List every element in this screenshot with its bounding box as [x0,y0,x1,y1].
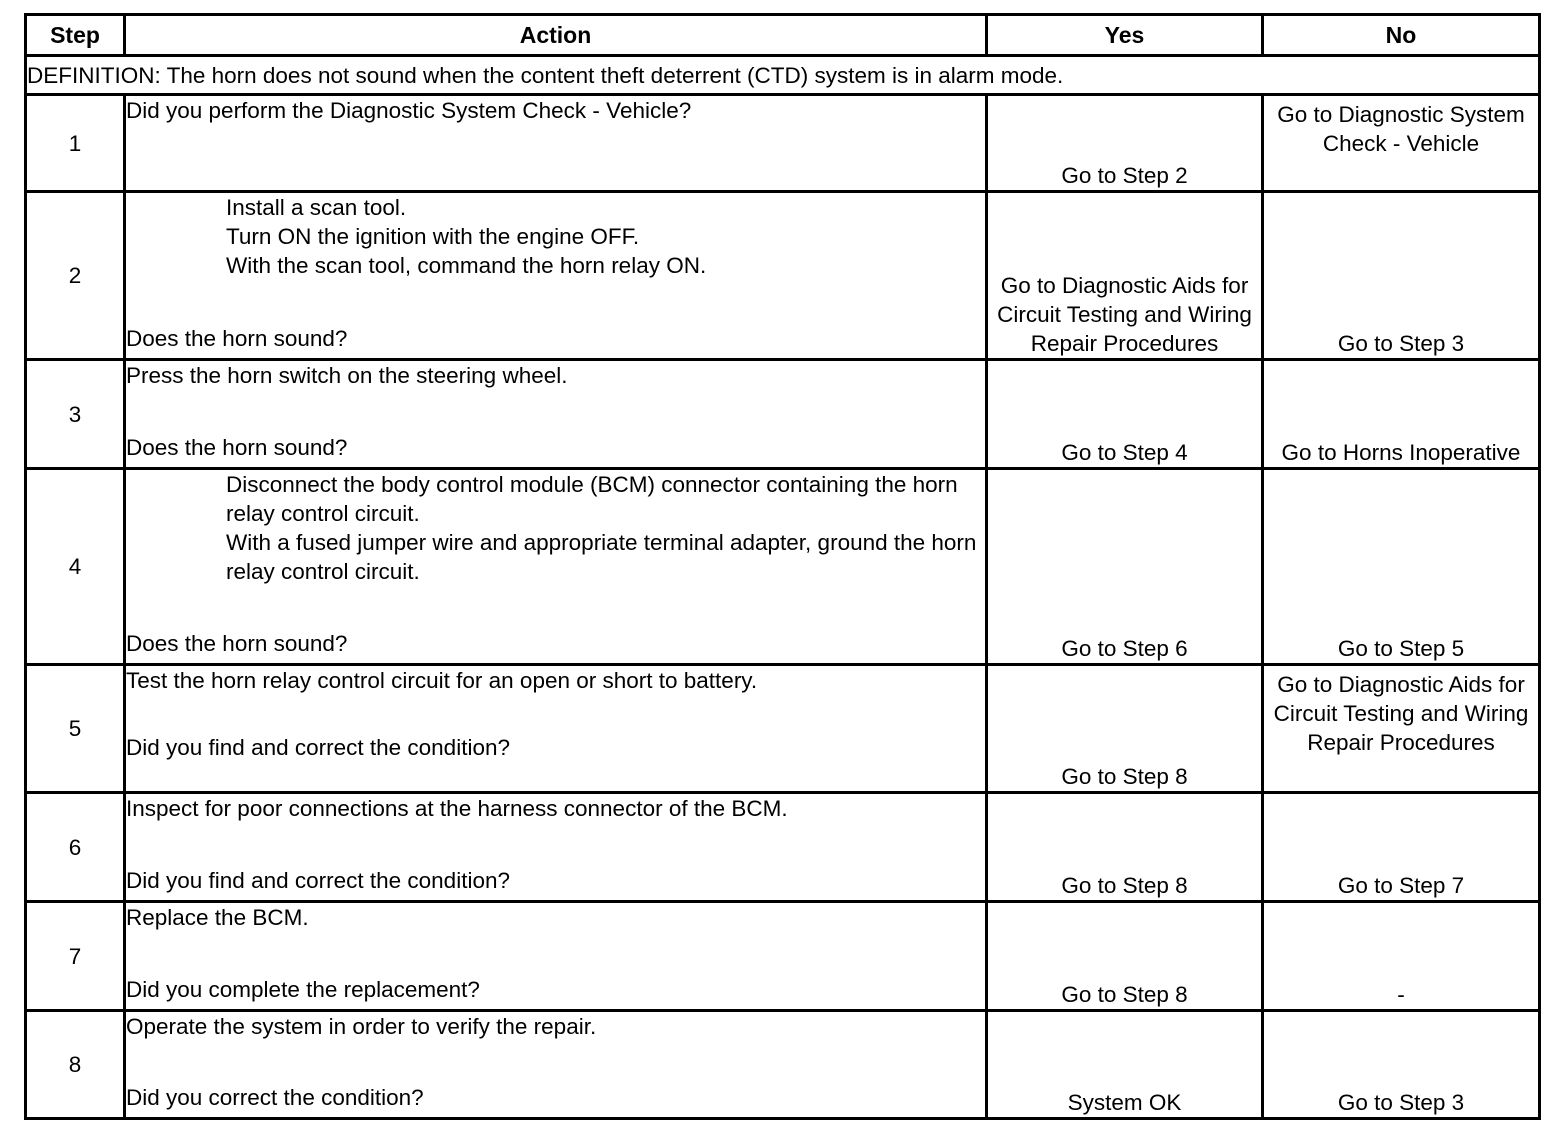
step-number: 4 [26,469,125,665]
yes-result: Go to Step 8 [987,902,1263,1011]
action-instructions [126,470,985,586]
step-number: 1 [26,95,125,192]
action-cell [125,665,987,793]
action-text: Replace the BCM. [126,905,309,930]
yes-result: Go to Diagnostic Aids for Circuit Testing and Wiring Repair Procedures [987,192,1263,360]
action-cell [125,902,987,1011]
yes-result: Go to Step 8 [987,793,1263,902]
no-result: Go to Step 7 [1263,793,1540,902]
table-row [26,902,1540,1011]
table-row [26,1011,1540,1119]
yes-result: System OK [987,1011,1263,1119]
header-step: Step [26,15,125,56]
no-result: Go to Step 3 [1263,1011,1540,1119]
no-result: Go to Diagnostic System Check - Vehicle [1263,95,1540,192]
step-number: 7 [26,902,125,1011]
diagnostic-table-container [24,13,1538,1120]
action-cell [125,95,987,192]
header-yes: Yes [987,15,1263,56]
yes-result: Go to Step 4 [987,360,1263,469]
action-cell [125,1011,987,1119]
definition-row [26,56,1540,95]
table-row [26,665,1540,793]
action-question: Did you find and correct the condition? [126,868,510,893]
instruction-item: Disconnect the body control module (BCM) connector containing the horn relay control circuit. [226,472,958,526]
diagnostic-table [24,13,1541,1120]
action-text: Inspect for poor connections at the harness connector of the BCM. [126,796,788,821]
action-cell [125,360,987,469]
no-result: Go to Diagnostic Aids for Circuit Testing and Wiring Repair Procedures [1263,665,1540,793]
instruction-item: With a fused jumper wire and appropriate terminal adapter, ground the horn relay control circuit. [226,530,977,584]
step-number: 8 [26,1011,125,1119]
action-question: Does the horn sound? [126,326,348,351]
instruction-item: With the scan tool, command the horn relay ON. [226,253,707,278]
no-result: Go to Step 5 [1263,469,1540,665]
table-row [26,192,1540,360]
action-text: Press the horn switch on the steering wheel. [126,363,568,388]
action-question: Did you find and correct the condition? [126,735,510,760]
action-cell [125,793,987,902]
action-cell [125,469,987,665]
no-result: Go to Step 3 [1263,192,1540,360]
action-question: Did you correct the condition? [126,1085,424,1110]
action-text: Operate the system in order to verify the repair. [126,1014,597,1039]
no-result: - [1263,902,1540,1011]
action-question: Does the horn sound? [126,435,348,460]
instruction-item: Install a scan tool. [226,195,407,220]
step-number: 5 [26,665,125,793]
action-question: Did you perform the Diagnostic System Check - Vehicle? [126,98,692,123]
instruction-item: Turn ON the ignition with the engine OFF. [226,224,640,249]
action-text: Test the horn relay control circuit for an open or short to battery. [126,668,758,693]
yes-result: Go to Step 2 [987,95,1263,192]
action-instructions [126,193,985,280]
step-number: 6 [26,793,125,902]
table-row [26,360,1540,469]
no-result: Go to Horns Inoperative [1263,360,1540,469]
action-cell [125,192,987,360]
step-number: 3 [26,360,125,469]
yes-result: Go to Step 6 [987,469,1263,665]
header-no: No [1263,15,1540,56]
step-number: 2 [26,192,125,360]
table-row [26,793,1540,902]
table-row [26,469,1540,665]
action-question: Does the horn sound? [126,631,348,656]
table-row [26,95,1540,192]
action-question: Did you complete the replacement? [126,977,480,1002]
header-row [26,15,1540,56]
header-action: Action [125,15,987,56]
yes-result: Go to Step 8 [987,665,1263,793]
definition-text: DEFINITION: The horn does not sound when the content theft deterrent (CTD) system is in alarm mode. [26,56,1540,95]
